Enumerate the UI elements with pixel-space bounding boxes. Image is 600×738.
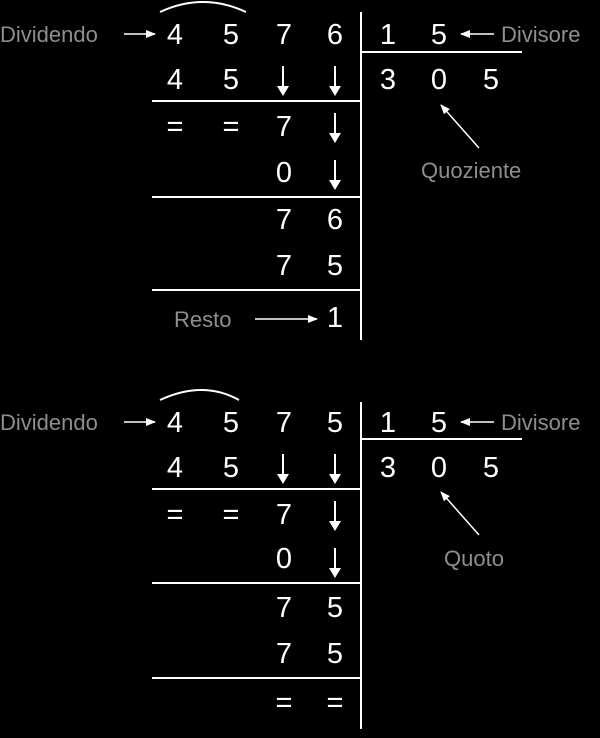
partial-product-digit: 7 bbox=[275, 638, 293, 670]
dividend-digit: 4 bbox=[166, 407, 184, 439]
quotient-digit: 5 bbox=[482, 64, 500, 96]
quotient-digit: 5 bbox=[482, 452, 500, 484]
partial-product-digit: 5 bbox=[222, 64, 240, 96]
dividend-label: Dividendo bbox=[0, 22, 98, 47]
partial-product-digit: 0 bbox=[275, 543, 293, 575]
grouping-arc bbox=[160, 390, 239, 400]
partial-product-digit: 4 bbox=[166, 64, 184, 96]
quotient-digit: 3 bbox=[379, 64, 397, 96]
partial-product-digit: 7 bbox=[275, 250, 293, 282]
quotient-digit: 0 bbox=[430, 64, 448, 96]
partial-product-digit: 5 bbox=[326, 638, 344, 670]
quotient-digit: 3 bbox=[379, 452, 397, 484]
zero-remainder-mark: = bbox=[326, 687, 344, 719]
divisor-digit: 1 bbox=[379, 407, 397, 439]
grouping-arc bbox=[160, 2, 246, 12]
zero-remainder-mark: = bbox=[275, 687, 293, 719]
divisor-label: Divisore bbox=[501, 410, 581, 435]
quotient-arrow-icon bbox=[441, 492, 479, 535]
partial-product-digit: 5 bbox=[326, 250, 344, 282]
division-lines bbox=[0, 388, 600, 729]
dividend-digit: 5 bbox=[222, 407, 240, 439]
quotient-label: Quoziente bbox=[421, 158, 522, 183]
division-panel-exact bbox=[0, 388, 600, 738]
quotient-digit: 0 bbox=[430, 452, 448, 484]
quotient-label: Quoto bbox=[444, 546, 504, 571]
difference-digit: 5 bbox=[326, 592, 344, 624]
quotient-arrow-icon bbox=[441, 105, 479, 148]
divisor-digit: 5 bbox=[430, 19, 448, 51]
difference-digit: = bbox=[222, 111, 240, 143]
division-panel-remainder bbox=[0, 0, 600, 350]
partial-product-digit: 4 bbox=[166, 452, 184, 484]
difference-digit: 7 bbox=[275, 592, 293, 624]
dividend-digit: 7 bbox=[275, 407, 293, 439]
difference-digit: 7 bbox=[275, 111, 293, 143]
remainder-value: 1 bbox=[326, 302, 344, 334]
dividend-digit: 4 bbox=[166, 19, 184, 51]
dividend-digit: 6 bbox=[326, 19, 344, 51]
difference-digit: = bbox=[222, 499, 240, 531]
dividend-digit: 5 bbox=[222, 19, 240, 51]
remainder-label: Resto bbox=[174, 307, 232, 332]
difference-digit: 7 bbox=[275, 499, 293, 531]
difference-digit: = bbox=[166, 499, 184, 531]
partial-product-digit: 5 bbox=[222, 452, 240, 484]
dividend-label: Dividendo bbox=[0, 410, 98, 435]
dividend-digit: 7 bbox=[275, 19, 293, 51]
difference-digit: 7 bbox=[275, 204, 293, 236]
partial-product-digit: 0 bbox=[275, 157, 293, 189]
dividend-digit: 5 bbox=[326, 407, 344, 439]
divisor-label: Divisore bbox=[501, 22, 581, 47]
divisor-digit: 5 bbox=[430, 407, 448, 439]
divisor-digit: 1 bbox=[379, 19, 397, 51]
difference-digit: 6 bbox=[326, 204, 344, 236]
difference-digit: = bbox=[166, 111, 184, 143]
